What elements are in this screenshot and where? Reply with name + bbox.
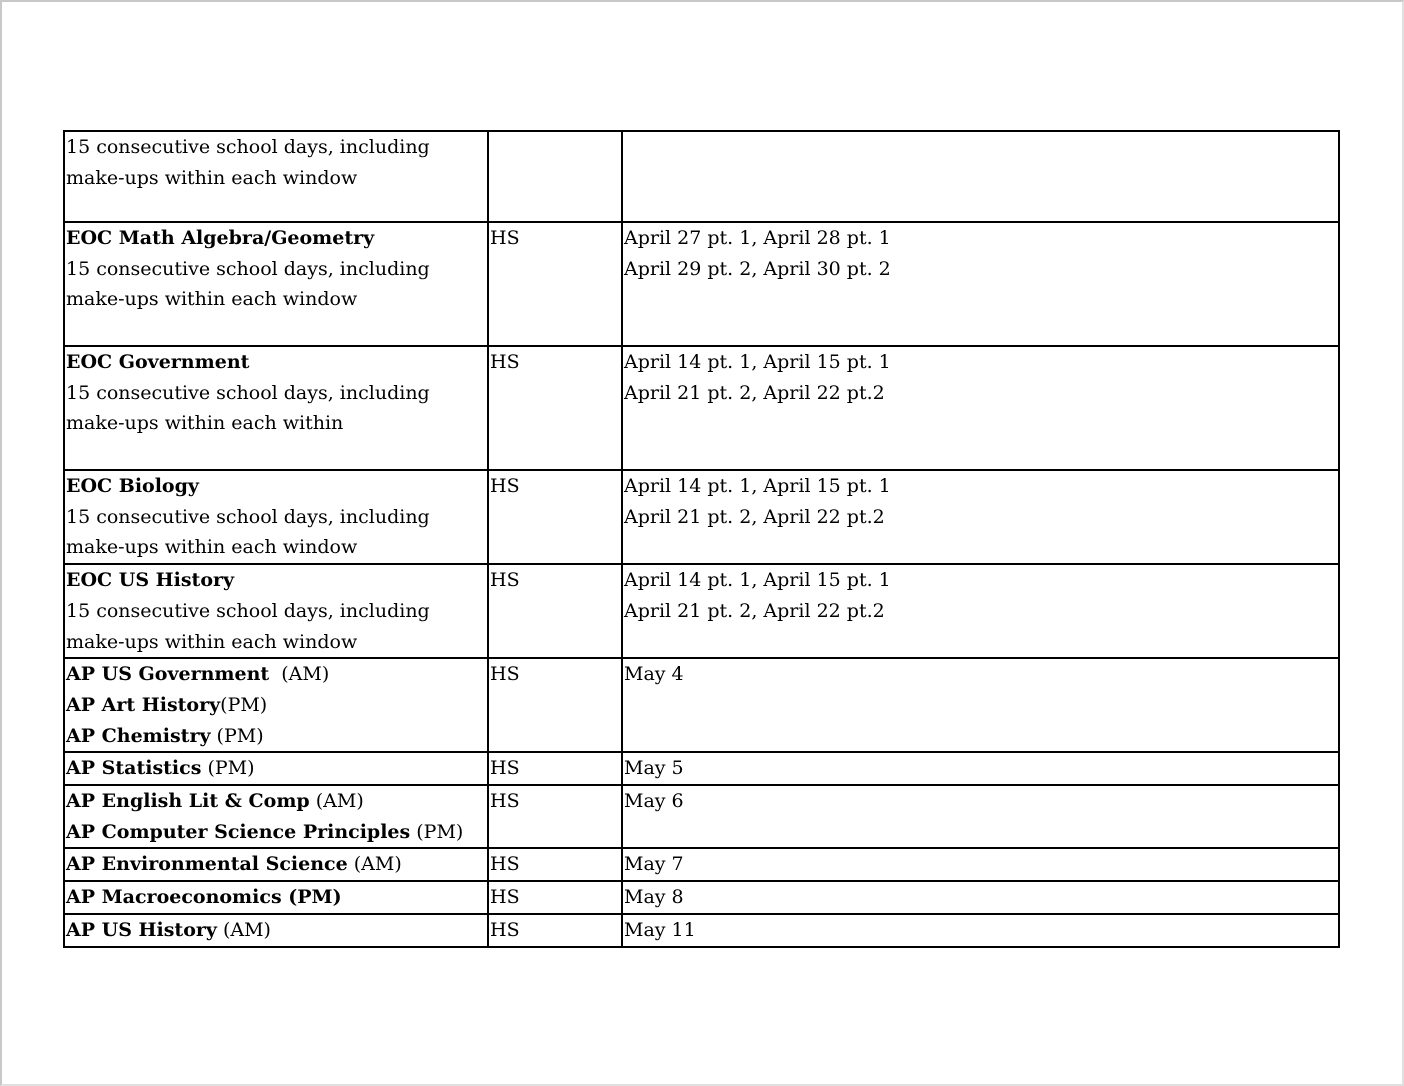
test-dates-cell: [622, 658, 1339, 752]
test-description-line: [66, 132, 487, 163]
test-dates-cell: [622, 914, 1339, 947]
test-description-line: [66, 471, 487, 502]
grade-level: HS: [490, 918, 520, 941]
grade-level: HS: [490, 227, 520, 249]
test-description-line: [66, 915, 487, 946]
test-date: April 27 pt. 1, April 28 pt. 1: [624, 227, 891, 249]
test-description-line: [66, 627, 487, 658]
test-description-line: [66, 721, 487, 752]
table-row: [64, 848, 1339, 881]
grade-level: HS: [490, 790, 520, 813]
test-note: 15 consecutive school days, including: [66, 136, 430, 158]
test-name-cell: [64, 752, 488, 785]
test-date: May 4: [624, 663, 684, 686]
test-note: (PM): [410, 820, 464, 843]
test-title: EOC Government: [66, 351, 250, 373]
test-date: April 14 pt. 1, April 15 pt. 1: [624, 569, 891, 592]
test-name-cell: [64, 346, 488, 470]
test-date: April 21 pt. 2, April 22 pt.2: [624, 505, 885, 528]
test-title: EOC US History: [66, 569, 235, 592]
test-note: (AM): [309, 790, 364, 813]
grade-level-cell: [488, 881, 622, 914]
test-title: AP Computer Science Principles: [66, 820, 411, 843]
test-name-cell: [64, 131, 488, 222]
test-name-cell: [64, 881, 488, 914]
test-description-line: [66, 502, 487, 533]
test-name-cell: [64, 222, 488, 346]
test-name-cell: [64, 785, 488, 848]
test-title: EOC Math Algebra/Geometry: [66, 227, 375, 249]
grade-level-cell: [488, 564, 622, 658]
table-row: [64, 881, 1339, 914]
test-description-line: [66, 532, 487, 563]
test-date: April 29 pt. 2, April 30 pt. 2: [624, 257, 891, 280]
grade-level-cell: [488, 914, 622, 947]
table-row: [64, 752, 1339, 785]
grade-level: HS: [490, 351, 520, 373]
test-name-cell: [64, 470, 488, 564]
test-note: (PM): [220, 693, 268, 716]
test-note: (AM): [216, 918, 271, 941]
test-date: April 21 pt. 2, April 22 pt.2: [624, 599, 885, 622]
test-name-cell: [64, 658, 488, 752]
table-row: [64, 222, 1339, 346]
table-body: [64, 131, 1339, 947]
grade-level-cell: [488, 346, 622, 470]
test-note: make-ups within each window: [66, 288, 358, 311]
test-note: 15 consecutive school days, including: [66, 599, 430, 622]
test-dates-cell: [622, 470, 1339, 564]
test-dates-cell: [622, 564, 1339, 658]
grade-level: HS: [490, 663, 520, 686]
test-description-line: [66, 659, 487, 690]
test-note: make-ups within each window: [66, 536, 358, 559]
test-description-line: [66, 378, 487, 409]
test-note: make-ups within each window: [66, 166, 358, 189]
test-description-line: [66, 690, 487, 721]
test-title: AP Art History: [66, 693, 221, 716]
test-description-line: [66, 408, 487, 439]
test-note: make-ups within each within: [66, 412, 344, 435]
table-row: [64, 131, 1339, 222]
grade-level: HS: [490, 853, 520, 876]
test-date: May 6: [624, 790, 684, 813]
test-note: make-ups within each window: [66, 630, 358, 653]
test-title: AP Macroeconomics (PM): [66, 886, 342, 909]
grade-level-cell: [488, 658, 622, 752]
test-description-line: [66, 882, 487, 913]
table-row: [64, 346, 1339, 470]
test-title: EOC Biology: [66, 475, 199, 497]
test-dates-cell: [622, 346, 1339, 470]
test-note: 15 consecutive school days, including: [66, 505, 430, 528]
grade-level: HS: [490, 757, 520, 780]
test-description-line: [66, 565, 487, 596]
test-description-line: [66, 347, 487, 378]
table-row: [64, 564, 1339, 658]
test-dates-cell: [622, 848, 1339, 881]
test-date: May 7: [624, 853, 684, 876]
test-dates-cell: [622, 881, 1339, 914]
test-note: 15 consecutive school days, including: [66, 381, 430, 404]
grade-level: HS: [490, 475, 520, 497]
test-description-line: [66, 596, 487, 627]
table-row: [64, 658, 1339, 752]
test-date: May 11: [624, 918, 696, 941]
test-description-line: [66, 223, 487, 254]
grade-level-cell: [488, 752, 622, 785]
test-date: May 8: [624, 886, 684, 909]
test-note: 15 consecutive school days, including: [66, 257, 430, 280]
table-row: [64, 470, 1339, 564]
test-dates-cell: [622, 752, 1339, 785]
test-note: (AM): [269, 663, 330, 686]
table-row: [64, 914, 1339, 947]
test-note: (AM): [347, 853, 402, 876]
test-description-line: [66, 163, 487, 194]
testing-schedule-table: [63, 130, 1340, 948]
test-date: April 14 pt. 1, April 15 pt. 1: [624, 475, 891, 497]
test-dates-cell: [622, 785, 1339, 848]
test-description-line: [66, 817, 487, 848]
test-date: April 21 pt. 2, April 22 pt.2: [624, 381, 885, 404]
grade-level-cell: [488, 222, 622, 346]
test-title: AP Environmental Science: [66, 853, 348, 876]
test-description-line: [66, 849, 487, 880]
test-title: AP Statistics: [66, 757, 202, 780]
grade-level-cell: [488, 131, 622, 222]
test-title: AP Chemistry: [66, 724, 211, 747]
table-row: [64, 785, 1339, 848]
grade-level: HS: [490, 569, 520, 592]
test-title: AP US Government: [66, 663, 270, 686]
test-note: (PM): [201, 757, 255, 780]
test-description-line: [66, 753, 487, 784]
test-date: April 14 pt. 1, April 15 pt. 1: [624, 351, 891, 373]
test-description-line: [66, 284, 487, 315]
grade-level: HS: [490, 886, 520, 909]
test-title: AP US History: [66, 918, 217, 941]
test-name-cell: [64, 848, 488, 881]
test-date: May 5: [624, 757, 684, 780]
grade-level-cell: [488, 470, 622, 564]
test-note: (PM): [210, 724, 264, 747]
grade-level-cell: [488, 785, 622, 848]
test-name-cell: [64, 914, 488, 947]
test-description-line: [66, 254, 487, 285]
test-name-cell: [64, 564, 488, 658]
test-title: AP English Lit & Comp: [66, 790, 310, 813]
test-dates-cell: [622, 222, 1339, 346]
test-description-line: [66, 786, 487, 817]
test-dates-cell: [622, 131, 1339, 222]
grade-level-cell: [488, 848, 622, 881]
